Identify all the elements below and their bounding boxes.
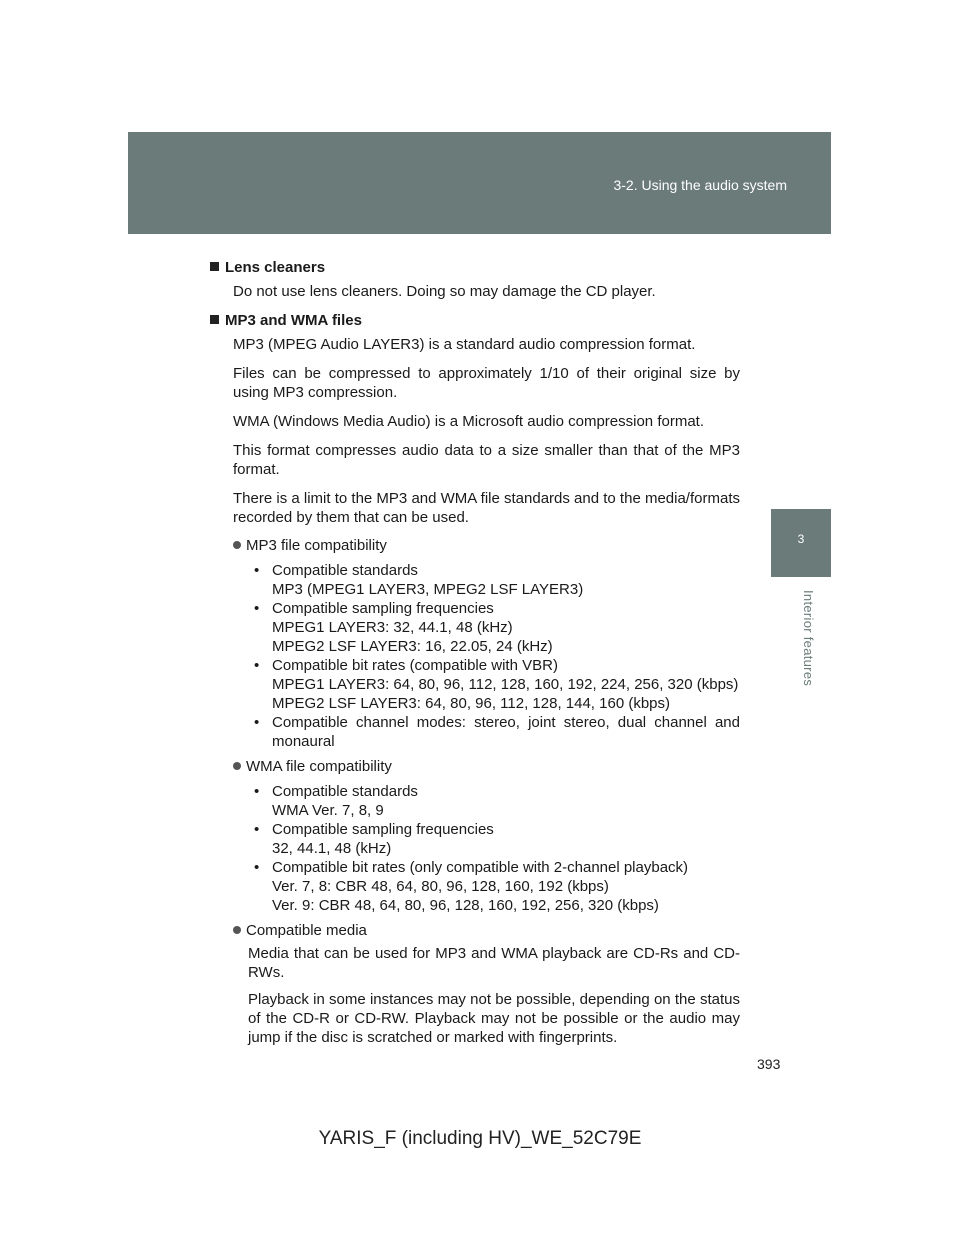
mp3wma-p2: Files can be compressed to approximately 1/10 of their original size by using MP3 compression. xyxy=(233,365,740,401)
chapter-number: 3 xyxy=(797,532,805,546)
square-bullet-icon xyxy=(210,315,219,324)
media-p1: Media that can be used for MP3 and WMA playback are CD-Rs and CD-RWs. xyxy=(248,945,740,981)
chapter-tab xyxy=(771,509,831,577)
mp3wma-p4: This format compresses audio data to a size smaller than that of the MP3 format. xyxy=(233,442,740,478)
page-content xyxy=(210,258,740,1051)
mp3-compat-heading: MP3 file compatibility xyxy=(233,536,740,555)
list-item: • Compatible sampling frequencies 32, 44.1, 48 (kHz) xyxy=(254,821,494,857)
list-item: • Compatible bit rates (compatible with VBR) MPEG1 LAYER3: 64, 80, 96, 112, 128, 160, 192, 224, 256, 320 (kbps) MPEG2 LSF LAYER3: 64, 80, 96, 112, 128, 144, 160 (kbps) xyxy=(254,657,739,712)
mp3wma-heading: MP3 and WMA files xyxy=(210,311,740,330)
list-item: • Compatible standards WMA Ver. 7, 8, 9 xyxy=(254,783,418,819)
round-bullet-icon xyxy=(233,926,241,934)
list-item: • Compatible bit rates (only compatible with 2-channel playback) Ver. 7, 8: CBR 48, 64, 80, 96, 128, 160, 192 (kbps) Ver. 9: CBR 48, 64, 80, 96, 128, 160, 192, 256, 320 (kbps) xyxy=(254,859,689,914)
square-bullet-icon xyxy=(210,262,219,271)
wma-compat-heading: WMA file compatibility xyxy=(233,757,740,776)
lens-text: Do not use lens cleaners. Doing so may damage the CD player. xyxy=(233,283,656,300)
mp3-compat-list xyxy=(210,561,740,751)
section-title: 3-2. Using the audio system xyxy=(613,177,787,193)
media-heading: Compatible media xyxy=(233,921,740,940)
footer-code: YARIS_F (including HV)_WE_52C79E xyxy=(318,1128,642,1149)
round-bullet-icon xyxy=(233,762,241,770)
wma-compat-list xyxy=(210,782,740,915)
round-bullet-icon xyxy=(233,541,241,549)
media-p2: Playback in some instances may not be possible, depending on the status of the CD-R or CD-RW. Playback may not be possible or the audio may jump if the disc is scratched or marked with fingerprints. xyxy=(248,991,740,1046)
page-number: 393 xyxy=(757,1056,781,1072)
lens-heading: Lens cleaners xyxy=(210,258,740,277)
list-item: • Compatible standards MP3 (MPEG1 LAYER3, MPEG2 LSF LAYER3) xyxy=(254,562,584,598)
mp3wma-p1: MP3 (MPEG Audio LAYER3) is a standard audio compression format. xyxy=(233,336,696,353)
list-item: • Compatible channel modes: stereo, joint stereo, dual channel and monaural xyxy=(254,714,740,750)
list-item: • Compatible sampling frequencies MPEG1 LAYER3: 32, 44.1, 48 (kHz) MPEG2 LSF LAYER3: 16, 22.05, 24 (kHz) xyxy=(254,600,553,655)
header-band xyxy=(128,132,831,234)
mp3wma-p3: WMA (Windows Media Audio) is a Microsoft audio compression format. xyxy=(233,413,704,430)
mp3wma-p5: There is a limit to the MP3 and WMA file standards and to the media/formats recorded by them that can be used. xyxy=(233,490,740,526)
chapter-label: Interior features xyxy=(801,590,816,687)
